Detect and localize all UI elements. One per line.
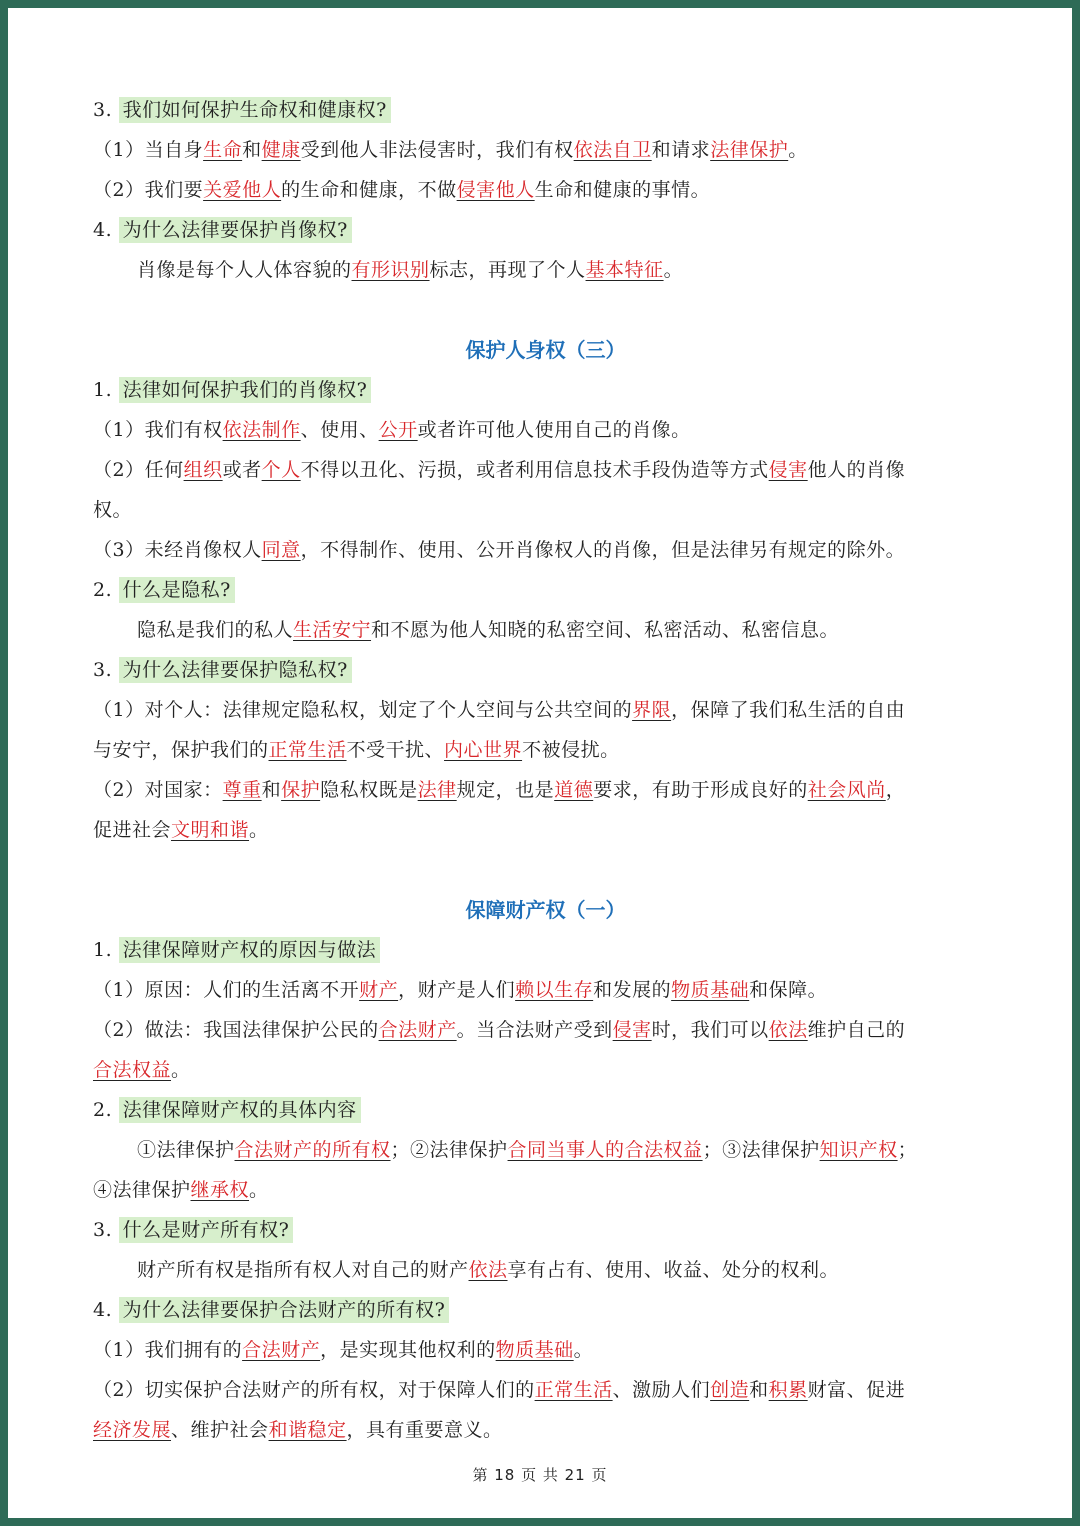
section-title: 保障财产权（一）: [465, 898, 626, 922]
keyword: 保护: [281, 779, 321, 801]
keyword: 合法权益: [93, 1059, 172, 1081]
question-line: [93, 1290, 998, 1330]
text-segment: 和请求: [651, 139, 711, 161]
text-segment: 3.: [93, 1219, 119, 1241]
question-heading: 我们如何保护生命权和健康权?: [119, 97, 391, 123]
text-segment: 权。: [93, 499, 133, 521]
text-line: [93, 1130, 998, 1170]
document-content: [93, 90, 998, 1450]
keyword: 文明和谐: [171, 819, 250, 841]
text-segment: 维护自己的: [807, 1019, 906, 1041]
text-segment: 。: [788, 139, 808, 161]
text-line: [93, 1010, 998, 1050]
text-line: [93, 1050, 998, 1090]
question-heading: 什么是财产所有权?: [119, 1217, 294, 1243]
page-footer: 第 18 页 共 21 页: [472, 1466, 608, 1484]
text-segment: （2）做法：我国法律保护公民的: [93, 1019, 379, 1041]
text-line: [93, 1250, 998, 1290]
question-line: [93, 1210, 998, 1250]
text-segment: 他人的肖像: [807, 459, 906, 481]
section-spacer: [93, 290, 998, 330]
text-segment: 1.: [93, 379, 119, 401]
question-heading: 为什么法律要保护合法财产的所有权?: [119, 1297, 450, 1323]
document-page: [8, 8, 1072, 1518]
question-heading: 为什么法律要保护隐私权?: [119, 657, 352, 683]
text-segment: 。: [171, 1059, 191, 1081]
text-segment: 。: [249, 819, 269, 841]
text-line: [93, 410, 998, 450]
text-segment: ；②法律保护: [390, 1139, 508, 1161]
keyword: 组织: [183, 459, 223, 481]
text-line: [93, 170, 998, 210]
text-line: [93, 610, 998, 650]
keyword: 依法: [768, 1019, 808, 1041]
question-heading: 什么是隐私?: [119, 577, 235, 603]
keyword: 法律保护: [710, 139, 789, 161]
text-segment: 生命和健康的事情。: [534, 179, 711, 201]
keyword: 合法财产: [242, 1339, 321, 1361]
text-segment: 3.: [93, 99, 119, 121]
text-segment: 、激励人们: [612, 1379, 711, 1401]
text-segment: 4.: [93, 219, 119, 241]
text-segment: 与安宁，保护我们的: [93, 739, 269, 761]
text-segment: ；③法律保护: [702, 1139, 820, 1161]
text-segment: 2.: [93, 579, 119, 601]
text-segment: 和发展的: [593, 979, 672, 1001]
text-segment: 和保障。: [749, 979, 828, 1001]
section-spacer: [93, 850, 998, 890]
keyword: 关爱他人: [203, 179, 282, 201]
keyword: 依法自卫: [573, 139, 652, 161]
text-segment: 、使用、: [300, 419, 379, 441]
text-line: [93, 770, 998, 810]
text-segment: 3.: [93, 659, 119, 681]
keyword: 物质基础: [671, 979, 750, 1001]
text-line: [93, 1410, 998, 1450]
question-line: [93, 570, 998, 610]
keyword: 生命: [203, 139, 243, 161]
text-segment: 。当合法财产受到: [456, 1019, 613, 1041]
keyword: 基本特征: [585, 259, 664, 281]
keyword: 合法财产的所有权: [234, 1139, 391, 1161]
text-segment: 财富、促进: [807, 1379, 906, 1401]
text-segment: ，是实现其他权利的: [320, 1339, 496, 1361]
text-segment: 规定，也是: [456, 779, 555, 801]
text-segment: 和: [261, 779, 282, 801]
text-segment: ④法律保护: [93, 1179, 191, 1201]
text-segment: 不得以丑化、污损，或者利用信息技术手段伪造等方式: [300, 459, 769, 481]
keyword: 个人: [261, 459, 301, 481]
question-line: [93, 1090, 998, 1130]
text-segment: ①法律保护: [137, 1139, 235, 1161]
text-segment: ，财产是人们: [398, 979, 516, 1001]
keyword: 同意: [261, 539, 301, 561]
text-segment: 。: [249, 1179, 269, 1201]
text-segment: （3）未经肖像权人: [93, 539, 262, 561]
text-line: [93, 530, 998, 570]
text-segment: ，具有重要意义。: [346, 1419, 503, 1441]
keyword: 依法: [468, 1259, 508, 1281]
text-line: [93, 450, 998, 490]
text-line: [93, 1370, 998, 1410]
question-line: [93, 650, 998, 690]
text-segment: 2.: [93, 1099, 119, 1121]
keyword: 尊重: [222, 779, 262, 801]
keyword: 侵害: [768, 459, 808, 481]
text-segment: 享有占有、使用、收益、处分的权利。: [507, 1259, 840, 1281]
keyword: 道德: [554, 779, 594, 801]
keyword: 法律: [417, 779, 457, 801]
text-segment: 财产所有权是指所有权人对自己的财产: [137, 1259, 469, 1281]
text-segment: （1）原因：人们的生活离不开: [93, 979, 360, 1001]
text-segment: 隐私权既是: [320, 779, 418, 801]
keyword: 界限: [632, 699, 672, 721]
keyword: 合同当事人的合法权益: [507, 1139, 703, 1161]
text-line: [93, 810, 998, 850]
keyword: 公开: [378, 419, 418, 441]
question-line: [93, 90, 998, 130]
text-segment: 、维护社会: [171, 1419, 269, 1441]
section-title: 保护人身权（三）: [465, 338, 626, 362]
text-line: [93, 970, 998, 1010]
text-segment: 时，我们可以: [651, 1019, 769, 1041]
text-segment: ，: [885, 779, 906, 801]
text-line: [93, 1330, 998, 1370]
text-segment: 和: [242, 139, 262, 161]
keyword: 积累: [768, 1379, 808, 1401]
text-segment: ；: [897, 1139, 918, 1161]
keyword: 正常生活: [534, 1379, 613, 1401]
text-segment: 受到他人非法侵害时，我们有权: [300, 139, 574, 161]
text-segment: 不受干扰、: [346, 739, 445, 761]
keyword: 财产: [359, 979, 399, 1001]
text-segment: 肖像是每个人人体容貌的: [137, 259, 352, 281]
text-segment: 或者许可他人使用自己的肖像。: [417, 419, 691, 441]
question-line: [93, 370, 998, 410]
text-segment: 4.: [93, 1299, 119, 1321]
keyword: 正常生活: [268, 739, 347, 761]
question-line: [93, 210, 998, 250]
text-segment: 1.: [93, 939, 119, 961]
keyword: 经济发展: [93, 1419, 172, 1441]
text-line: [93, 730, 998, 770]
keyword: 和谐稳定: [268, 1419, 347, 1441]
question-heading: 法律如何保护我们的肖像权?: [119, 377, 372, 403]
keyword: 继承权: [190, 1179, 250, 1201]
text-line: [93, 1170, 998, 1210]
keyword: 依法制作: [222, 419, 301, 441]
text-segment: 要求，有助于形成良好的: [593, 779, 808, 801]
text-segment: 。: [573, 1339, 594, 1361]
text-line: [93, 130, 998, 170]
question-line: [93, 930, 998, 970]
keyword: 侵害: [612, 1019, 652, 1041]
text-line: [93, 690, 998, 730]
text-segment: （2）对国家：: [93, 779, 223, 801]
text-segment: 和不愿为他人知晓的私密空间、私密活动、私密信息。: [371, 619, 840, 641]
keyword: 知识产权: [819, 1139, 898, 1161]
text-segment: 标志，再现了个人: [429, 259, 586, 281]
text-segment: ，不得制作、使用、公开肖像权人的肖像，但是法律另有规定的除外。: [300, 539, 906, 561]
text-line: [93, 250, 998, 290]
question-heading: 为什么法律要保护肖像权?: [119, 217, 352, 243]
text-segment: 促进社会: [93, 819, 172, 841]
keyword: 健康: [261, 139, 301, 161]
keyword: 创造: [710, 1379, 750, 1401]
text-segment: （1）我们拥有的: [93, 1339, 243, 1361]
question-heading: 法律保障财产权的具体内容: [119, 1097, 361, 1123]
text-segment: 不被侵扰。: [522, 739, 620, 761]
text-segment: （2）切实保护合法财产的所有权，对于保障人们的: [93, 1379, 535, 1401]
question-heading: 法律保障财产权的原因与做法: [119, 937, 381, 963]
text-segment: ，保障了我们私生活的自由: [671, 699, 906, 721]
text-segment: 或者: [222, 459, 262, 481]
keyword: 社会风尚: [807, 779, 886, 801]
keyword: 生活安宁: [293, 619, 372, 641]
text-segment: （2）我们要: [93, 179, 204, 201]
keyword: 物质基础: [495, 1339, 574, 1361]
keyword: 合法财产: [378, 1019, 457, 1041]
keyword: 赖以生存: [515, 979, 594, 1001]
text-segment: 的生命和健康，不做: [281, 179, 457, 201]
text-segment: （1）当自身: [93, 139, 204, 161]
keyword: 侵害他人: [456, 179, 535, 201]
text-segment: 。: [663, 259, 684, 281]
text-segment: 隐私是我们的私人: [137, 619, 294, 641]
text-segment: （2）任何: [93, 459, 184, 481]
text-segment: 和: [749, 1379, 769, 1401]
keyword: 有形识别: [351, 259, 430, 281]
text-segment: （1）我们有权: [93, 419, 223, 441]
text-line: [93, 490, 998, 530]
text-segment: （1）对个人：法律规定隐私权，划定了个人空间与公共空间的: [93, 699, 633, 721]
keyword: 内心世界: [444, 739, 523, 761]
